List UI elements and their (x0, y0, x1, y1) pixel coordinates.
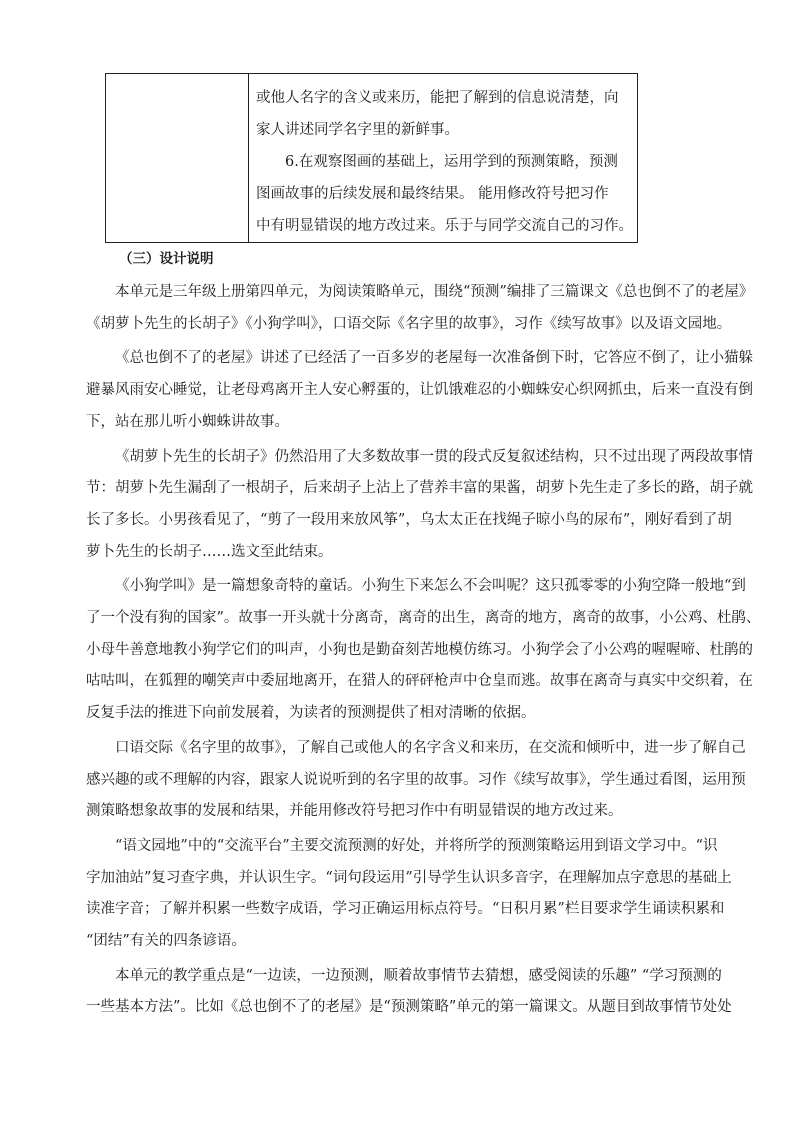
cell-line: 图画故事的后续发展和最终结果。 能用修改符号把习作 (256, 186, 609, 202)
text-line: 感兴趣的或不理解的内容，跟家人说说听到的名字里的故事。习作《续写故事》，学生通过看图，运用预 (86, 771, 746, 788)
text-line: 长了多长。小男孩看见了，“剪了一段用来放风筝”，乌太太正在找绳子晾小鸟的尿布”，刚好看到了胡 (86, 511, 732, 528)
text-line: 《胡萝卜先生的长胡子》仍然沿用了大多数故事一贯的段式反复叙述结构，只不过出现了两段故事情 (115, 448, 753, 465)
paragraph (86, 277, 754, 340)
text-line: 咕咕叫，在狐狸的嘲笑声中委屈地离开，在猎人的砰砰枪声中仓皇而逃。故事在离奇与真实中交织着，在 (86, 673, 753, 690)
text-line: 小母牛善意地教小狗学它们的叫声，小狗也是勤奋刻苦地模仿练习。小狗学会了小公鸡的喔喔啼、杜鹃的 (86, 641, 753, 658)
text-line: “团结”有关的四条谚语。 (86, 933, 246, 950)
text-line: “语文园地”中的“交流平台”主要交流预测的好处，并将所学的预测策略运用到语文学习中。“识 (115, 837, 718, 854)
text-line: 《小狗学叫》是一篇想象奇特的童话。小狗生下来怎么不会叫呢？这只孤零零的小狗空降一般地“到 (115, 578, 746, 595)
objectives-table (105, 73, 638, 243)
text-line: 节：胡萝卜先生漏刮了一根胡子，后来胡子上沾上了营养丰富的果酱，胡萝卜先生走了多长的路，胡子就 (86, 480, 753, 497)
text-line: 避暴风雨安心睡觉，让老母鸡离开主人安心孵蛋的，让饥饿难忍的小蜘蛛安心织网抓虫，后来一直没有倒 (86, 382, 753, 399)
cell-line: 6.在观察图画的基础上，运用学到的预测策略，预测 (285, 154, 618, 170)
paragraph (86, 831, 732, 958)
table-cell-empty (106, 74, 249, 243)
text-line: 口语交际《名字里的故事》，了解自己或他人的名字含义和来历，在交流和倾听中，进一步了解自己 (115, 739, 746, 756)
paragraph (86, 733, 746, 828)
table-cell-content (249, 74, 638, 243)
table-row (106, 74, 638, 243)
paragraph (86, 961, 732, 1024)
text-line: 反复手法的推进下向前发展着，为读者的预测提供了相对清晰的依据。 (86, 705, 536, 722)
text-line: 《胡萝卜先生的长胡子》《小狗学叫》，口语交际《名字里的故事》，习作《续写故事》以及语文园地。 (86, 315, 732, 332)
text-line: 一些基本方法”。比如《总也倒不了的老屋》是“预测策略”单元的第一篇课文。从题目到故事情节处处 (86, 999, 732, 1016)
section-heading: （三）设计说明 (119, 251, 214, 267)
cell-line: 家人讲述同学名字里的新鲜事。 (256, 122, 459, 138)
text-line: 字加油站”复习查字典，并认识生字。“词句段运用”引导学生认识多音字，在理解加点字意思的基础上 (86, 869, 732, 886)
text-line: 下，站在那儿听小蜘蛛讲故事。 (86, 413, 289, 430)
paragraph (86, 571, 761, 730)
text-line: 萝卜先生的长胡子……选文至此结束。 (86, 543, 333, 560)
text-line: 了一个没有狗的国家”。故事一开头就十分离奇，离奇的出生，离奇的地方，离奇的故事，小公鸡、杜鹃、 (86, 610, 761, 627)
text-line: 读准字音；了解并积累一些数字成语，学习正确运用标点符号。“日积月累”栏目要求学生诵读积累和 (86, 901, 725, 918)
paragraph (86, 343, 753, 438)
cell-line: 或他人名字的含义或来历，能把了解到的信息说清楚，向 (256, 90, 619, 106)
body-text (86, 277, 761, 1027)
text-line: 测策略想象故事的发展和结果，并能用修改符号把习作中有明显错误的地方改过来。 (86, 803, 623, 820)
paragraph (86, 442, 753, 569)
text-line: 《总也倒不了的老屋》讲述了已经活了一百多岁的老屋每一次准备倒下时，它答应不倒了，让小猫躲 (115, 350, 753, 367)
text-line: 本单元是三年级上册第四单元，为阅读策略单元，围绕“预测”编排了三篇课文《总也倒不了的老屋》 (115, 284, 754, 300)
text-line: 本单元的教学重点是“一边读，一边预测，顺着故事情节去猜想，感受阅读的乐趣” “学习预测的 (115, 967, 722, 984)
cell-line: 中有明显错误的地方改过来。乐于与同学交流自己的习作。 (256, 218, 633, 234)
